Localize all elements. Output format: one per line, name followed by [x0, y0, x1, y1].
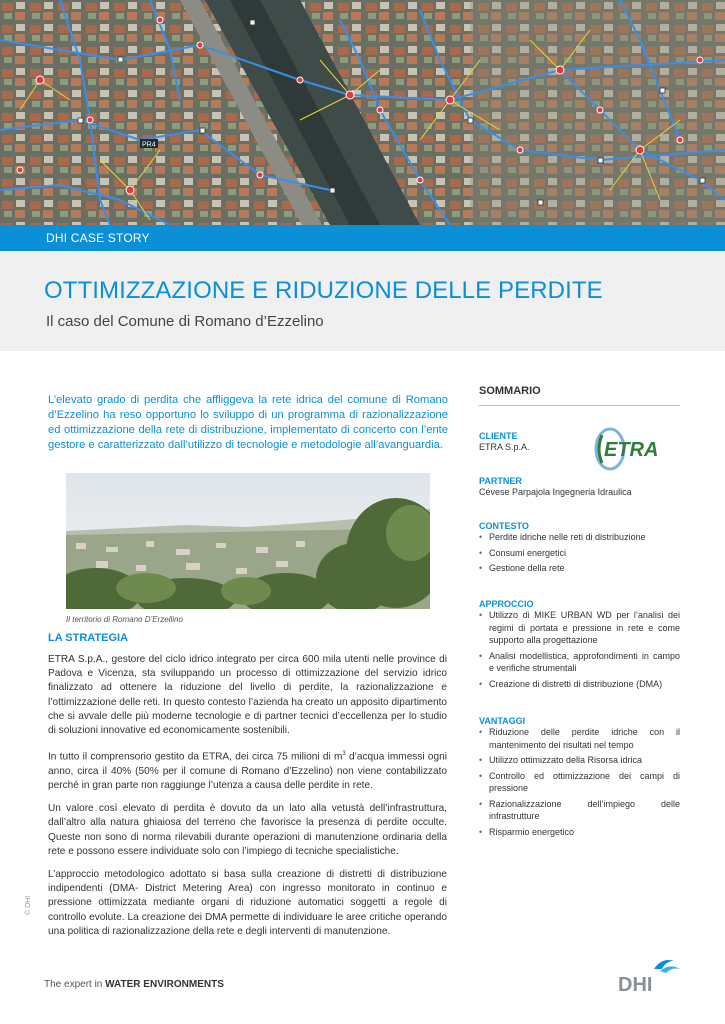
list-item: • Creazione di distretti di distribuzione (DMA): [479, 678, 680, 691]
photo-caption: Il territorio di Romano D’Erzellino: [66, 615, 183, 624]
approach-list: [479, 609, 680, 690]
strategy-body: [48, 653, 447, 948]
summary-sidebar: [479, 385, 680, 837]
page-title: OTTIMIZZAZIONE E RIDUZIONE DELLE PERDITE: [44, 277, 603, 304]
summary-divider: [479, 405, 680, 406]
list-item: • Risparmio energetico: [479, 826, 680, 839]
benefits-list: [479, 726, 680, 838]
list-item: • Riduzione delle perdite idriche con il mantenimento dei risultati nel tempo: [479, 726, 680, 751]
footer-tagline: [44, 979, 224, 990]
dhi-logo-text: DHI: [618, 974, 653, 995]
superscript-3: 3: [342, 751, 346, 758]
list-item: • Utilizzo di MIKE URBAN WD per l’analisi dei regimi di portata e pressione in rete e come supporto alla progettazione: [479, 609, 680, 647]
network-map-graphic: [0, 0, 725, 225]
list-item: • Razionalizzazione dell’impiego delle infrastrutture: [479, 798, 680, 823]
etra-logo-text: ETRA: [604, 439, 659, 461]
summary-title: SOMMARIO: [479, 385, 541, 397]
map-label-pr4: PR4: [142, 141, 156, 149]
strategy-paragraph-2: [48, 747, 447, 793]
strategy-paragraph-2-end: d’acqua immessi ogni anno, circa il 40% (50% per il comune di Romano d’Ezzelino) non viene contabilizzato perché in gran parte non raggiunge l’utenza a causa delle perdite in rete.: [48, 751, 447, 791]
list-item: • Perdite idriche nelle reti di distribuzione: [479, 531, 680, 544]
list-item: • Controllo ed ottimizzazione dei campi di pressione: [479, 770, 680, 795]
hero-map-image: [0, 0, 725, 225]
strategy-paragraph-1: ETRA S.p.A., gestore del ciclo idrico integrato per circa 600 mila utenti nelle province di Padova e Vicenza, sta sviluppando un processo di ottimizzazione del servizio idrico finalizzato ad ottenere la riduzione del livello di perdite, la razionalizzazione e l’ottimizzazione delle reti. In questo contesto l’azienda ha creato un apposito dipartimento che si avvale delle più moderne tecnologie e di partner tecnici d’eccellenza per lo studio di soluzioni innovative ed economicamente sostenibili.: [48, 654, 447, 737]
title-box: [0, 251, 725, 351]
copyright-note: © DHI: [25, 895, 32, 915]
list-item: • Gestione della rete: [479, 562, 680, 575]
list-item: • Utilizzo ottimizzato della Risorsa idrica: [479, 754, 680, 767]
dhi-logo: [614, 955, 684, 995]
etra-logo: [592, 423, 680, 473]
section-heading-strategy: LA STRATEGIA: [48, 632, 129, 644]
context-list: [479, 531, 680, 575]
partner-label: PARTNER: [479, 476, 522, 486]
landscape-photo: [66, 473, 430, 609]
partner-block: [479, 476, 680, 499]
tagline-start: The expert in: [44, 979, 106, 990]
approach-block: [479, 599, 680, 693]
context-label: CONTESTO: [479, 521, 529, 531]
strategy-paragraph-3: Un valore così elevato di perdita è dovuto da un lato alla vetustà dell’infrastruttura, dall’altro alla natura ghiaiosa del terreno che favorisce la presenza di perdite occulte. Queste non sono di norma rilevabili durante operazioni di manutenzione ordinaria della rete e possono essere individuate solo con l’impiego di tecniche specialistiche.: [48, 803, 447, 857]
strategy-paragraph-4: L’approccio metodologico adottato si basa sulla creazione di distretti di distribuzione indipendenti (DMA- District Metering Area) con ingresso monitorato in continuo e pressione ottimizzata mediante organi di riduzione automatici soggetti a regole di controllo evolute. La creazione dei DMA permette di individuare le aree critiche operando una politica di razionalizzazione della rete e degli interventi di manutenzione.: [48, 869, 447, 937]
approach-label: APPROCCIO: [479, 599, 534, 609]
list-item: • Analisi modellistica, approfondimenti in campo e verifiche strumentali: [479, 650, 680, 675]
client-value: ETRA S.p.A.: [479, 442, 530, 452]
benefits-block: [479, 716, 680, 841]
landscape-photo-graphic: [66, 473, 430, 609]
benefits-label: VANTAGGI: [479, 716, 526, 726]
tagline-bold: WATER ENVIRONMENTS: [105, 979, 224, 990]
case-story-band: [0, 225, 725, 251]
band-label: DHI CASE STORY: [46, 231, 150, 245]
context-block: [479, 521, 680, 578]
page-subtitle: Il caso del Comune di Romano d’Ezzelino: [46, 313, 324, 330]
list-item: • Consumi energetici: [479, 547, 680, 560]
client-label: CLIENTE: [479, 431, 518, 441]
intro-paragraph: L’elevato grado di perdita che affliggeva la rete idrica del comune di Romano d’Ezzelino ha reso opportuno lo sviluppo di un programma di razionalizzazione ed ottimizzazione della rete di distribuzione, implementato di concerto con l’ente gestore e caratterizzato dall’utilizzo di tecnologie e metodologie all’avanguardia.: [48, 394, 448, 451]
partner-value: Cévese Parpajola Ingegneria Idraulica: [479, 487, 632, 497]
strategy-paragraph-2-start: In tutto il comprensorio gestito da ETRA, dei circa 75 milioni di m: [48, 751, 343, 763]
